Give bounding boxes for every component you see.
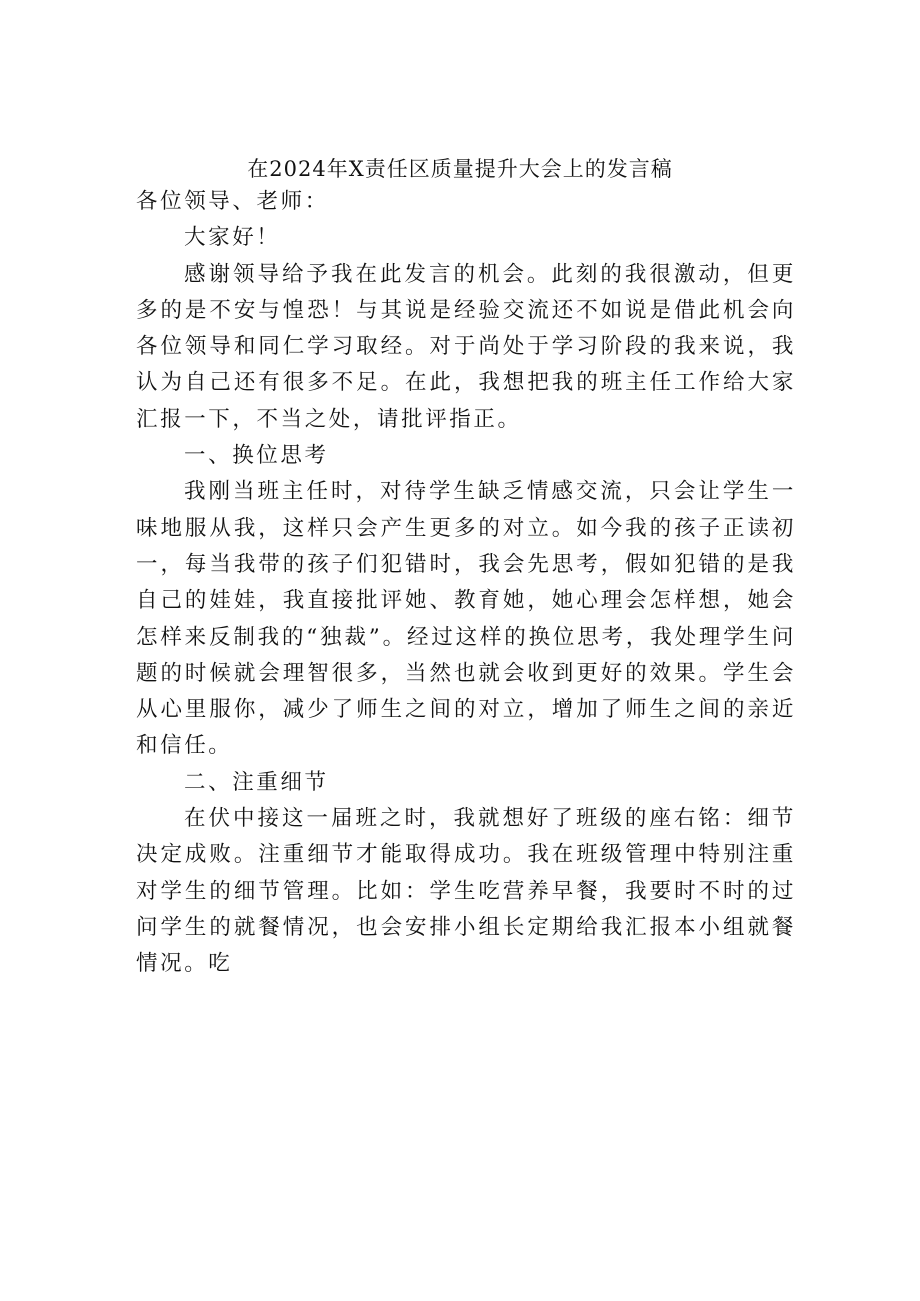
section-2-heading: 二、注重细节 bbox=[184, 769, 329, 795]
document-title: 在2024年X责任区质量提升大会上的发言稿 bbox=[247, 157, 673, 181]
section-2-paragraph: 在伏中接这一届班之时，我就想好了班级的座右铭：细节决定成败。注重细节才能取得成功。我在班级管理中特别注重对学生的细节管理。比如：学生吃营养早餐，我要时不时的过问学生的就餐情况，也会安排小组长定期给我汇报本小组就餐情况。吃 bbox=[136, 806, 796, 977]
section-1-paragraph: 我刚当班主任时，对待学生缺乏情感交流，只会让学生一味地服从我，这样只会产生更多的对立。如今我的孩子正读初一，每当我带的孩子们犯错时，我会先思考，假如犯错的是我自己的娃娃，我直接批评她、教育她，她心理会怎样想，她会怎样来反制我的“独裁”。经过这样的换位思考，我处理学生问题的时候就会理智很多，当然也就会收到更好的效果。学生会从心里服你，减少了师生之间的对立，增加了师生之间的亲近和信任。 bbox=[136, 479, 796, 759]
section-1-heading: 一、换位思考 bbox=[184, 443, 329, 469]
salutation: 各位领导、老师： bbox=[136, 189, 329, 214]
greeting: 大家好！ bbox=[184, 225, 281, 251]
document-body bbox=[136, 184, 796, 983]
intro-paragraph: 感谢领导给予我在此发言的机会。此刻的我很激动，但更多的是不安与惶恐！与其说是经验交流还不如说是借此机会向各位领导和同仁学习取经。对于尚处于学习阶段的我来说，我认为自己还有很多不足。在此，我想把我的班主任工作给大家汇报一下，不当之处，请批评指正。 bbox=[136, 261, 796, 432]
